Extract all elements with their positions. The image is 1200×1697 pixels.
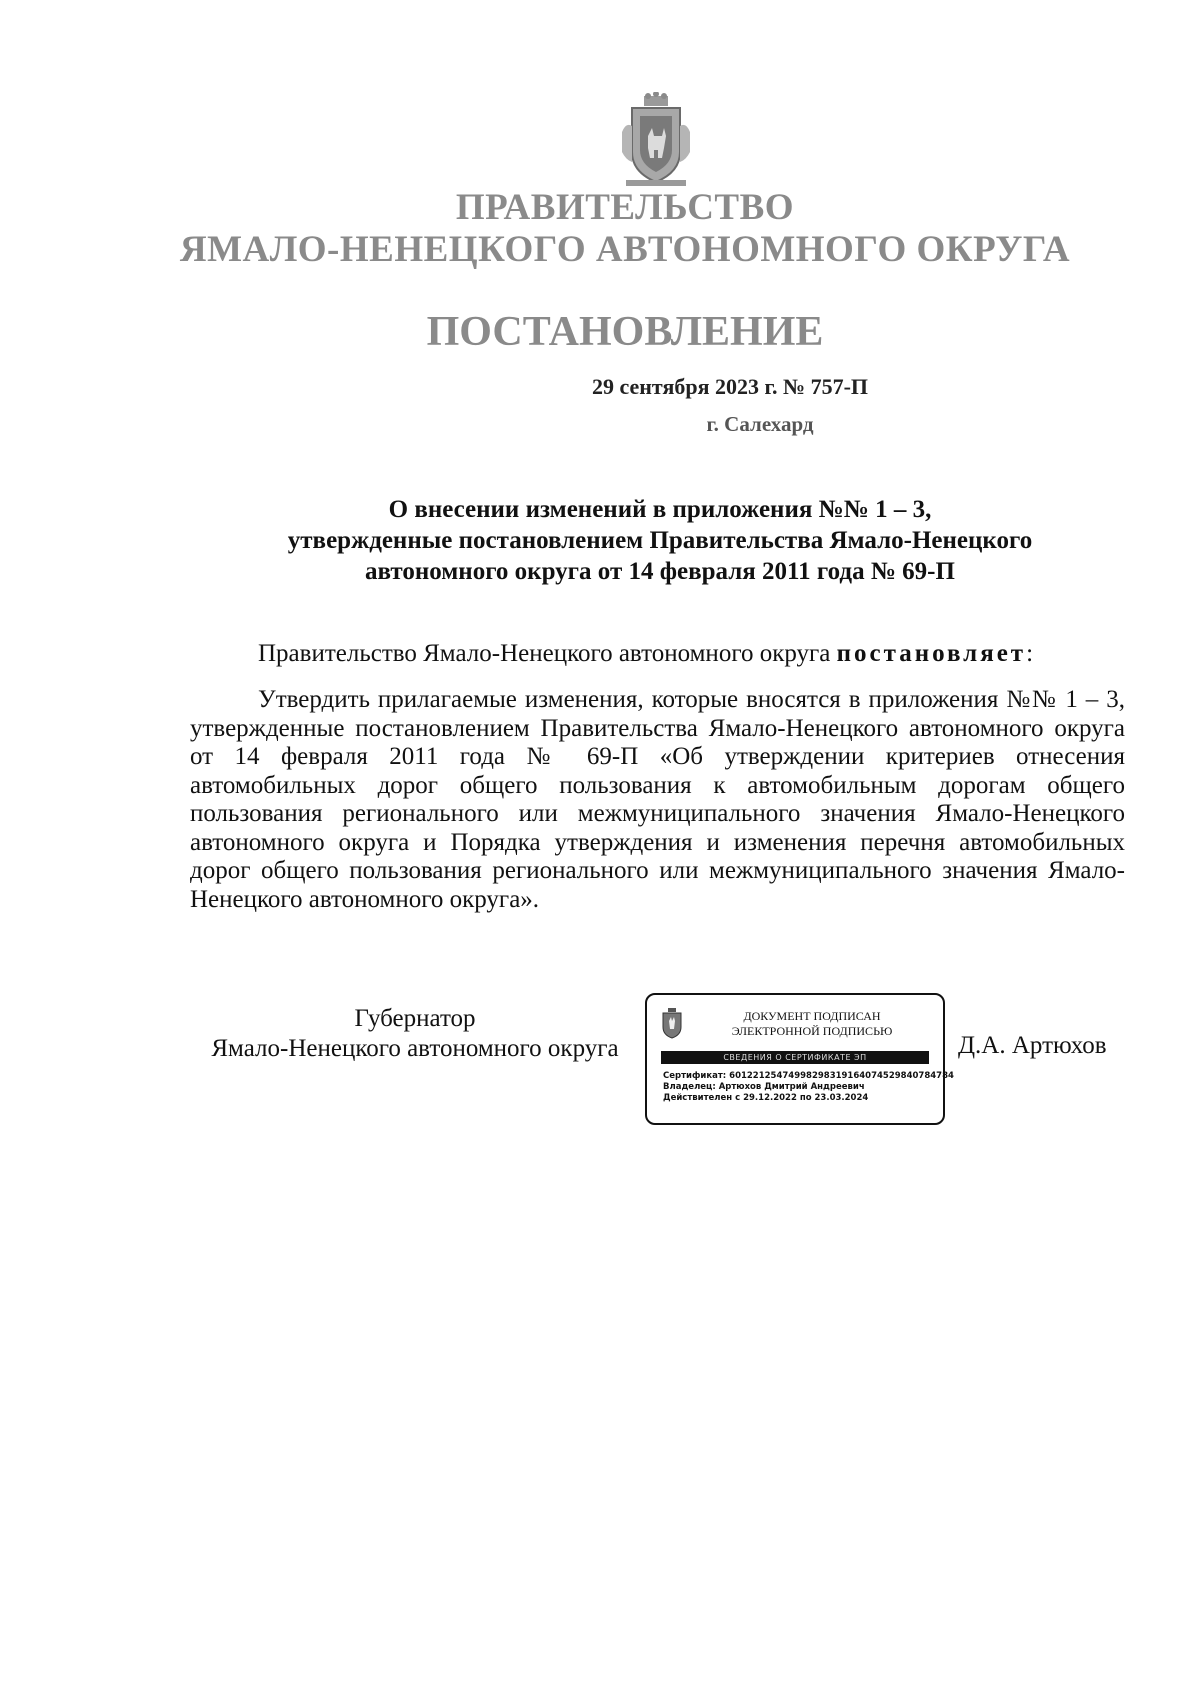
stamp-certificate-info xyxy=(663,1071,954,1104)
stamp-certificate-bar: СВЕДЕНИЯ О СЕРТИФИКАТЕ ЭП xyxy=(661,1051,929,1064)
signer-position-line2: Ямало-Ненецкого автономного округа xyxy=(211,1035,619,1062)
intro-emphasis: постановляет xyxy=(836,640,1027,667)
stamp-heading-line2: ЭЛЕКТРОННОЙ ПОДПИСЬЮ xyxy=(731,1024,893,1038)
stamp-heading-line1: ДОКУМЕНТ ПОДПИСАН xyxy=(743,1009,881,1023)
subject-line2: утвержденные постановлением Правительства Ямало-Ненецкого xyxy=(287,527,1033,554)
document-subject xyxy=(190,494,1130,587)
government-title-line2: ЯМАЛО-НЕНЕЦКОГО АВТОНОМНОГО ОКРУГА xyxy=(179,229,1071,270)
resolution-intro xyxy=(190,640,1125,669)
signer-position-line1: Губернатор xyxy=(354,1005,476,1032)
stamp-coat-of-arms-icon xyxy=(659,1007,685,1039)
signer-name: Д.А. Артюхов xyxy=(958,1032,1107,1059)
document-city: г. Салехард xyxy=(706,412,814,436)
stamp-heading xyxy=(687,1009,937,1039)
resolution-main-paragraph: Утвердить прилагаемые изменения, которые вносятся в приложения №№ 1 – 3, утвержденные постановлением Правительства Ямало-Ненецкого автономного округа от 14 февраля 2011 года № 69-П «Об утверждении критериев отнесения автомобильных дорог общего пользования к автомобильным дорогам общего пользования регионального или межмуниципального значения Ямало-Ненецкого автономного округа и Порядка утверждения и изменения перечня автомобильных дорог общего пользования регионального или межмуниципального значения Ямало-Ненецкого автономного округа». xyxy=(190,686,1125,913)
intro-colon: : xyxy=(1026,640,1034,667)
government-title-line1: ПРАВИТЕЛЬСТВО xyxy=(455,187,795,228)
yamal-coat-of-arms-icon xyxy=(618,92,694,188)
stamp-certificate-number: Сертификат: 60122125474998298319164074529840784784 xyxy=(663,1071,954,1081)
signer-position xyxy=(190,1004,640,1064)
document-type-title: ПОСТАНОВЛЕНИЕ xyxy=(426,309,824,355)
document-date-number: 29 сентября 2023 г. № 757-П xyxy=(591,374,869,399)
stamp-validity: Действителен с 29.12.2022 по 23.03.2024 xyxy=(663,1093,869,1103)
stamp-owner: Владелец: Артюхов Дмитрий Андреевич xyxy=(663,1082,865,1092)
subject-line1: О внесении изменений в приложения №№ 1 – 3, xyxy=(388,496,932,523)
intro-text: Правительство Ямало-Ненецкого автономного округа xyxy=(258,640,837,667)
subject-line3: автономного округа от 14 февраля 2011 года № 69-П xyxy=(365,558,955,585)
electronic-signature-stamp xyxy=(645,993,954,1125)
